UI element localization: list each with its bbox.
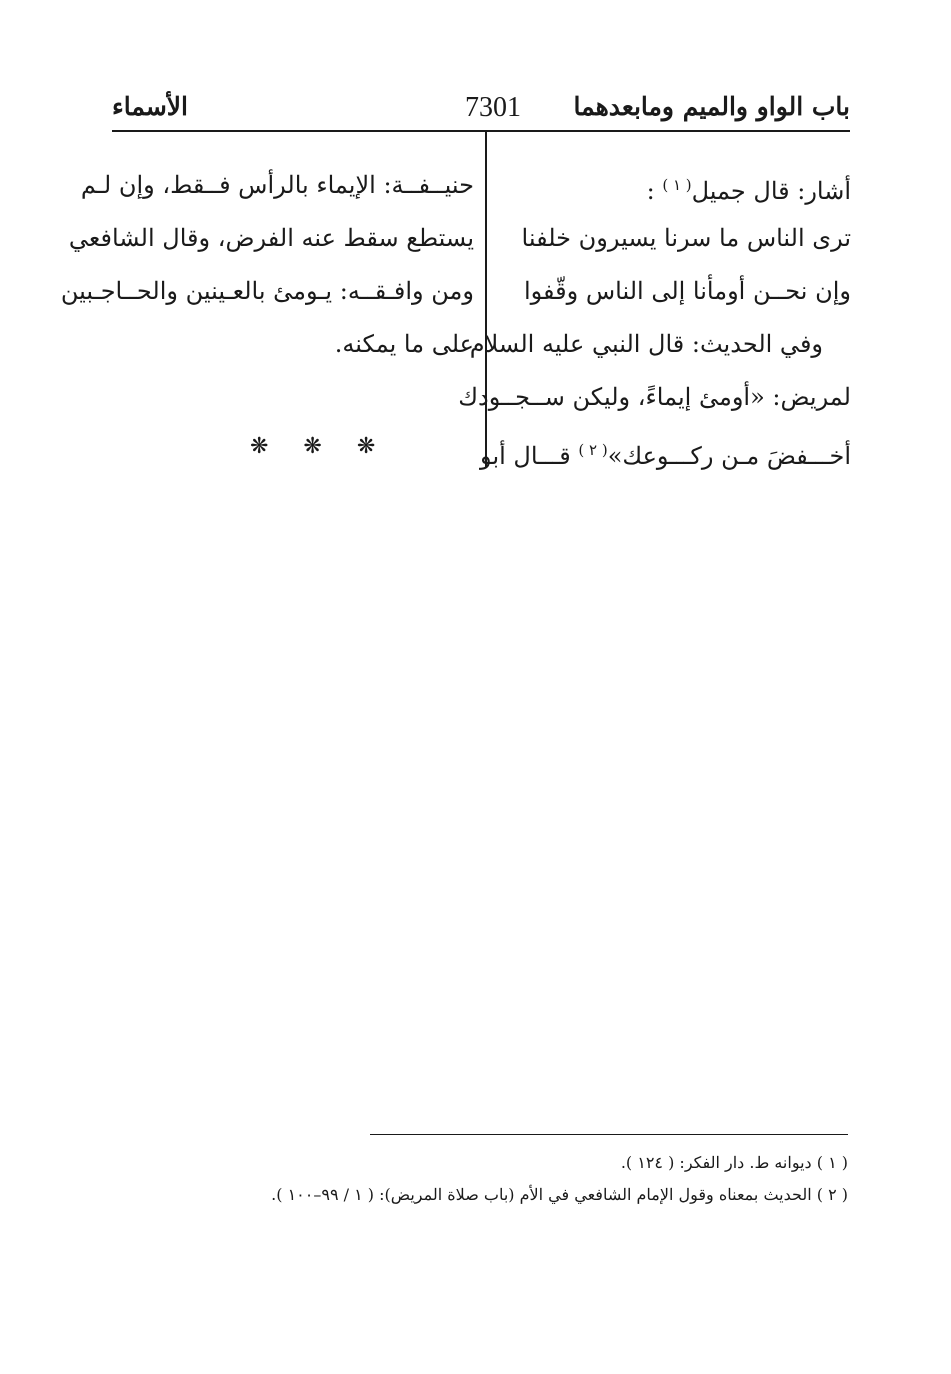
- text-line: لمريض: «أومئ إيماءً، وليكن ســجــودك: [458, 383, 851, 411]
- text-line: أشار: قال جميل$^{( ١ )}$ :: [646, 176, 851, 205]
- text-line: حنيــفــة: الإيماء بالرأس فــقط، وإن لـم: [80, 171, 474, 199]
- text-line: أخـــفضَ مـن ركـــوعك»$^{( ٢ )}$ قـــال أبو: [480, 441, 851, 470]
- footnotes: [200, 1148, 848, 1212]
- left-column: [60, 165, 474, 377]
- footnote: ( ٢ ) الحديث بمعناه وقول الإمام الشافعي في الأم (باب صلاة المريض): ( ١ / ٩٩–١٠٠ ).: [271, 1185, 848, 1204]
- section-end-marker: ❋ ❋ ❋: [250, 434, 390, 459]
- poem-line: وإن نحــن أومأنا إلى الناس وقّفوا: [523, 277, 851, 305]
- page-number: 7301: [465, 92, 521, 123]
- footnote: ( ١ ) ديوانه ط. دار الفكر: ( ١٢٤ ).: [620, 1153, 848, 1172]
- header-rule: [112, 130, 850, 132]
- right-column: [458, 165, 851, 483]
- text-line: على ما يمكنه.: [334, 330, 474, 358]
- section-title: الأسماء: [112, 92, 188, 121]
- page-header: [112, 92, 850, 132]
- text-line: يستطع سقط عنه الفرض، وقال الشافعي: [68, 224, 474, 252]
- footnote-ref: ( ١ ): [662, 176, 692, 194]
- poem-line: ترى الناس ما سرنا يسيرون خلفنا: [521, 224, 851, 252]
- chapter-title: باب الواو والميم ومابعدهما: [573, 92, 850, 121]
- text-line: وفي الحديث: قال النبي عليه السلام: [469, 330, 823, 358]
- footnote-rule: [370, 1134, 848, 1135]
- footnote-ref: ( ٢ ): [578, 441, 608, 459]
- text-line: ومن وافـقــه: يـومئ بالعـينين والحــاجـبين: [60, 277, 474, 305]
